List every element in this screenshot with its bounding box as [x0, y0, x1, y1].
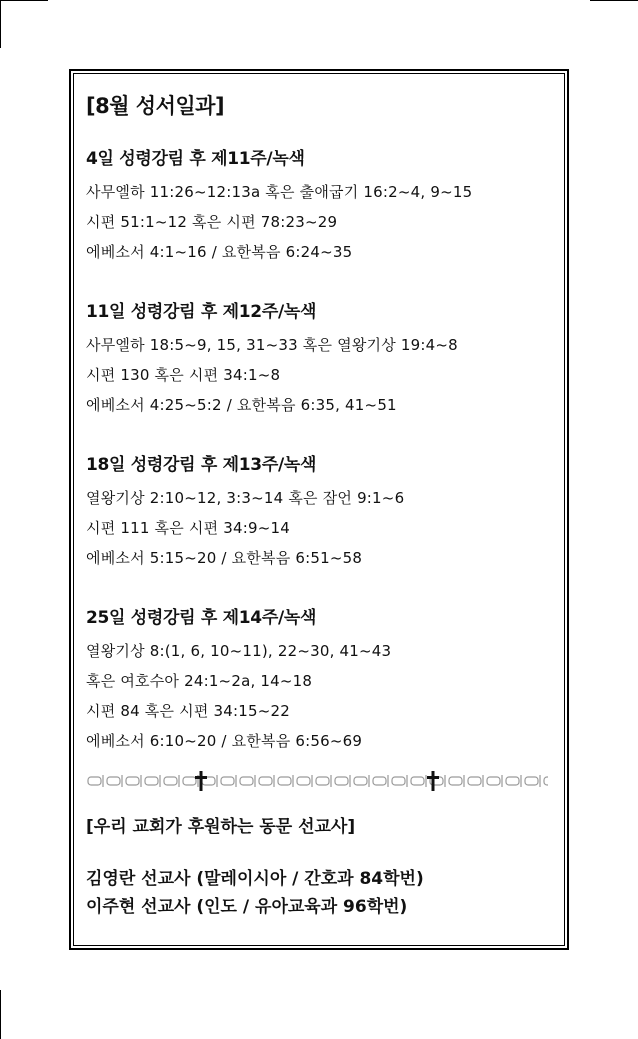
bulletin-content — [86, 90, 556, 921]
reading-line: 혹은 여호수아 24:1~2a, 14~18 — [86, 672, 313, 690]
missionary-entry: 이주현 선교사 (인도 / 유아교육과 96학번) — [86, 897, 408, 917]
week-heading: 11일 성령강림 후 제12주/녹색 — [86, 302, 317, 322]
week-block-2 — [86, 297, 556, 420]
missionary-entry: 김영란 선교사 (말레이시아 / 간호과 84학번) — [86, 869, 424, 889]
reading-line: 열왕기상 8:(1, 6, 10~11), 22~30, 41~43 — [86, 642, 392, 660]
reading-line: 시편 51:1~12 혹은 시편 78:23~29 — [86, 213, 338, 231]
crop-mark-top-left — [0, 0, 1, 48]
reading-line: 에베소서 6:10~20 / 요한복음 6:56~69 — [86, 732, 363, 750]
week-block-3 — [86, 450, 556, 573]
reading-line: 사무엘하 11:26~12:13a 혹은 출애굽기 16:2~4, 9~15 — [86, 183, 473, 201]
reading-line: 에베소서 5:15~20 / 요한복음 6:51~58 — [86, 549, 363, 567]
crop-mark-bottom-left — [0, 990, 1, 1039]
week-block-1 — [86, 144, 556, 267]
week-block-4 — [86, 603, 556, 756]
week-heading: 18일 성령강림 후 제13주/녹색 — [86, 455, 317, 475]
week-heading: 25일 성령강림 후 제14주/녹색 — [86, 608, 317, 628]
reading-line: 시편 111 혹은 시편 34:9~14 — [86, 519, 290, 537]
reading-line: 에베소서 4:25~5:2 / 요한복음 6:35, 41~51 — [86, 396, 397, 414]
reading-line: 열왕기상 2:10~12, 3:3~14 혹은 잠언 9:1~6 — [86, 489, 405, 507]
reading-line: 시편 130 혹은 시편 34:1~8 — [86, 366, 281, 384]
crop-mark-top-left-h — [0, 0, 48, 1]
missions-heading: [우리 교회가 후원하는 동문 선교사] — [86, 817, 356, 837]
reading-line: 사무엘하 18:5~9, 15, 31~33 혹은 열왕기상 19:4~8 — [86, 336, 458, 354]
reading-line: 시편 84 혹은 시편 34:15~22 — [86, 702, 290, 720]
cross-chain-divider-icon — [86, 770, 548, 792]
week-heading: 4일 성령강림 후 제11주/녹색 — [86, 149, 305, 169]
crop-mark-top-right — [590, 0, 638, 1]
reading-line: 에베소서 4:1~16 / 요한복음 6:24~35 — [86, 243, 353, 261]
page-title: [8월 성서일과] — [86, 94, 225, 118]
